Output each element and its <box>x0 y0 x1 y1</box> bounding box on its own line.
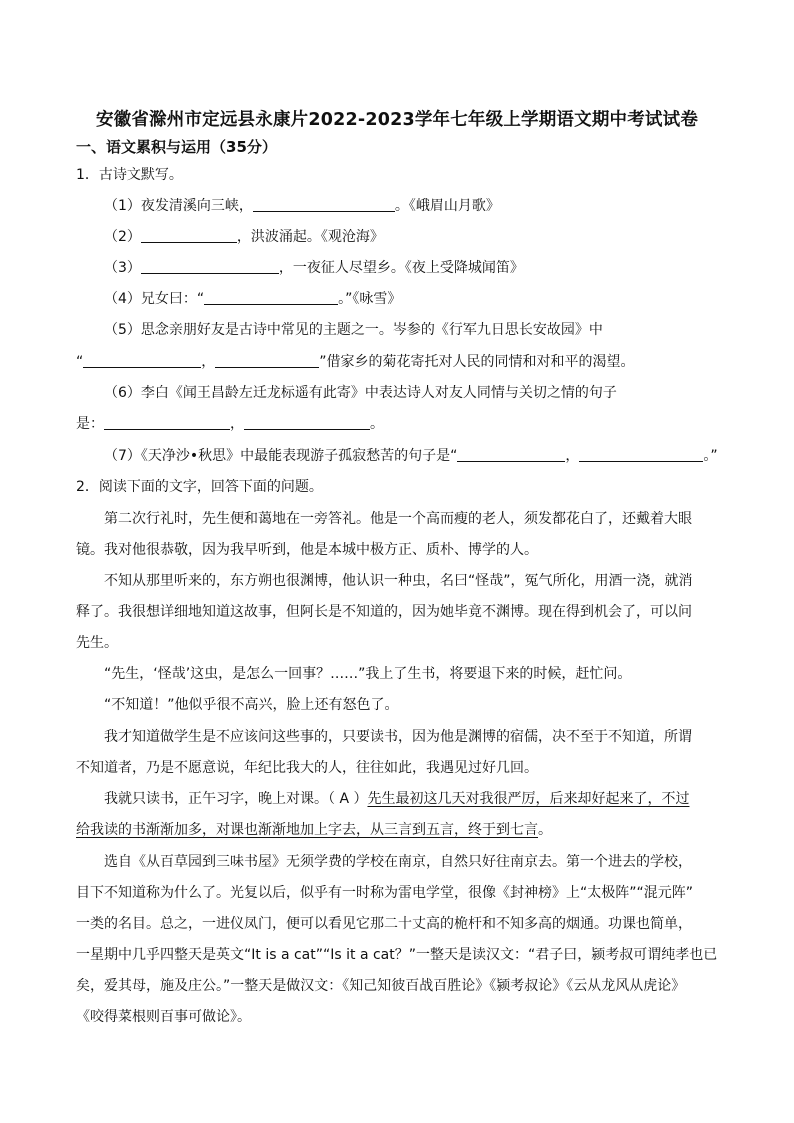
item-text: ，一夜征人尽望乡。《夜上受降城闻笛》 <box>278 260 524 276</box>
passage-paragraph-2-line-2: 释了。我很想详细地知道这故事，但阿长是不知道的，因为她毕竟不渊博。现在得到机会了，可以问 <box>76 604 692 620</box>
item-text: （7）《天净沙•秋思》中最能表现游子孤寂愁苦的句子是“ <box>104 448 458 464</box>
question-1-item-7 <box>104 446 718 466</box>
question-1-item-3 <box>104 258 524 278</box>
item-text: ”借家乡的菊花寄托对人民的同情和对和平的渴望。 <box>319 354 635 370</box>
question-1-item-6-line-2 <box>76 414 384 434</box>
passage-paragraph-7-line-5: 矣，爱其母，施及庄公。”一整天是做汉文：《知己知彼百战百胜论》《颍考叔论》《云从龙风从虎论》 <box>76 978 686 994</box>
passage-paragraph-2-line-3: 先生。 <box>76 635 118 651</box>
item-text: ， <box>201 354 216 370</box>
paragraph-text: 。 <box>538 822 552 838</box>
question-2-stem: 2．阅读下面的文字，回答下面的问题。 <box>76 479 323 495</box>
answer-blank[interactable] <box>457 446 565 462</box>
item-text: （2） <box>104 229 141 245</box>
answer-blank[interactable] <box>141 258 279 274</box>
passage-paragraph-6-line-2 <box>76 820 552 840</box>
answer-blank[interactable] <box>104 414 230 430</box>
passage-paragraph-7-line-1: 选自《从百草园到三味书屋》无须学费的学校在南京，自然只好往南京去。第一个进去的学校， <box>104 854 692 870</box>
item-text: ，洪波涌起。《观沧海》 <box>236 229 384 245</box>
answer-blank[interactable] <box>204 289 338 305</box>
item-text: （1）夜发清溪向三峡， <box>104 198 253 214</box>
question-1-item-1 <box>104 196 500 216</box>
item-text: 。” <box>703 448 718 464</box>
answer-blank[interactable] <box>141 227 237 243</box>
question-1-item-4 <box>104 289 401 309</box>
passage-paragraph-7-line-4: 一星期中几乎四整天是英文“It is a cat”“Is it a cat？”一整天是读汉文：“君子曰，颍考叔可谓纯孝也已 <box>76 947 718 963</box>
passage-paragraph-7-line-2: 目下不知道称为什么了。光复以后，似乎有一时称为雷电学堂，很像《封神榜》上“太极阵”“混元阵” <box>76 885 694 901</box>
section-heading: 一、语文累积与运用（35分） <box>76 138 277 156</box>
answer-blank[interactable] <box>215 352 319 368</box>
passage-paragraph-7-line-6: 《咬得菜根则百事可做论》。 <box>76 1009 251 1025</box>
passage-paragraph-7-line-3: 一类的名目。总之，一进仪凤门，便可以看见它那二十丈高的桅杆和不知多高的烟通。功课也简单， <box>76 916 692 932</box>
answer-blank[interactable] <box>83 352 201 368</box>
question-1-item-2 <box>104 227 384 247</box>
passage-paragraph-1-line-1: 第二次行礼时，先生便和蔼地在一旁答礼。他是一个高而瘦的老人，须发都花白了，还戴着大眼 <box>104 511 692 527</box>
paragraph-text: 我就只读书，正午习字，晚上对课。（ A ） <box>104 791 368 807</box>
item-text: ， <box>565 448 580 464</box>
item-text: （3） <box>104 260 141 276</box>
passage-paragraph-1-line-2: 镜。我对他很恭敬，因为我早听到，他是本城中极方正、质朴、博学的人。 <box>76 542 538 558</box>
item-text: 。 <box>370 416 384 432</box>
passage-paragraph-5-line-2: 不知道者，乃是不愿意说，年纪比我大的人，往往如此，我遇见过好几回。 <box>76 760 538 776</box>
question-1-item-5-line-2 <box>76 352 635 372</box>
item-text: “ <box>76 354 84 370</box>
passage-paragraph-5-line-1: 我才知道做学生是不应该问这些事的，只要读书，因为他是渊博的宿儒，决不至于不知道，所谓 <box>104 729 692 745</box>
exam-title: 安徽省滁州市定远县永康片2022-2023学年七年级上学期语文期中考试试卷 <box>95 110 699 130</box>
underlined-sentence: 给我读的书渐渐加多，对课也渐渐地加上字去，从三言到五言，终于到七言 <box>76 822 538 838</box>
item-text: 。”《咏雪》 <box>338 291 402 307</box>
answer-blank[interactable] <box>253 196 395 212</box>
underlined-sentence: 先生最初这几天对我很严厉，后来却好起来了，不过 <box>367 791 690 807</box>
answer-blank[interactable] <box>244 414 370 430</box>
passage-paragraph-2-line-1: 不知从那里听来的，东方朔也很渊博，他认识一种虫，名曰“怪哉”，冤气所化，用酒一浇，就消 <box>104 573 693 589</box>
item-text: 是： <box>76 416 104 432</box>
passage-paragraph-4: “不知道！”他似乎很不高兴，脸上还有怒色了。 <box>104 697 399 713</box>
question-1-item-6-line-1: （6）李白《闻王昌龄左迁龙标遥有此寄》中表达诗人对友人同情与关切之情的句子 <box>104 385 617 401</box>
item-text: ， <box>230 416 244 432</box>
answer-blank[interactable] <box>579 446 703 462</box>
question-1-stem: 1．古诗文默写。 <box>76 167 183 183</box>
question-1-item-5-line-1: （5）思念亲朋好友是古诗中常见的主题之一。岑参的《行军九日思长安故园》中 <box>104 322 603 338</box>
item-text: 。《峨眉山月歌》 <box>394 198 500 214</box>
passage-paragraph-3: “先生，‘怪哉’这虫，是怎么一回事？……”我上了生书，将要退下来的时候，赶忙问。 <box>104 666 632 682</box>
passage-paragraph-6-line-1 <box>104 789 689 809</box>
item-text: （4）兄女曰：“ <box>104 291 205 307</box>
